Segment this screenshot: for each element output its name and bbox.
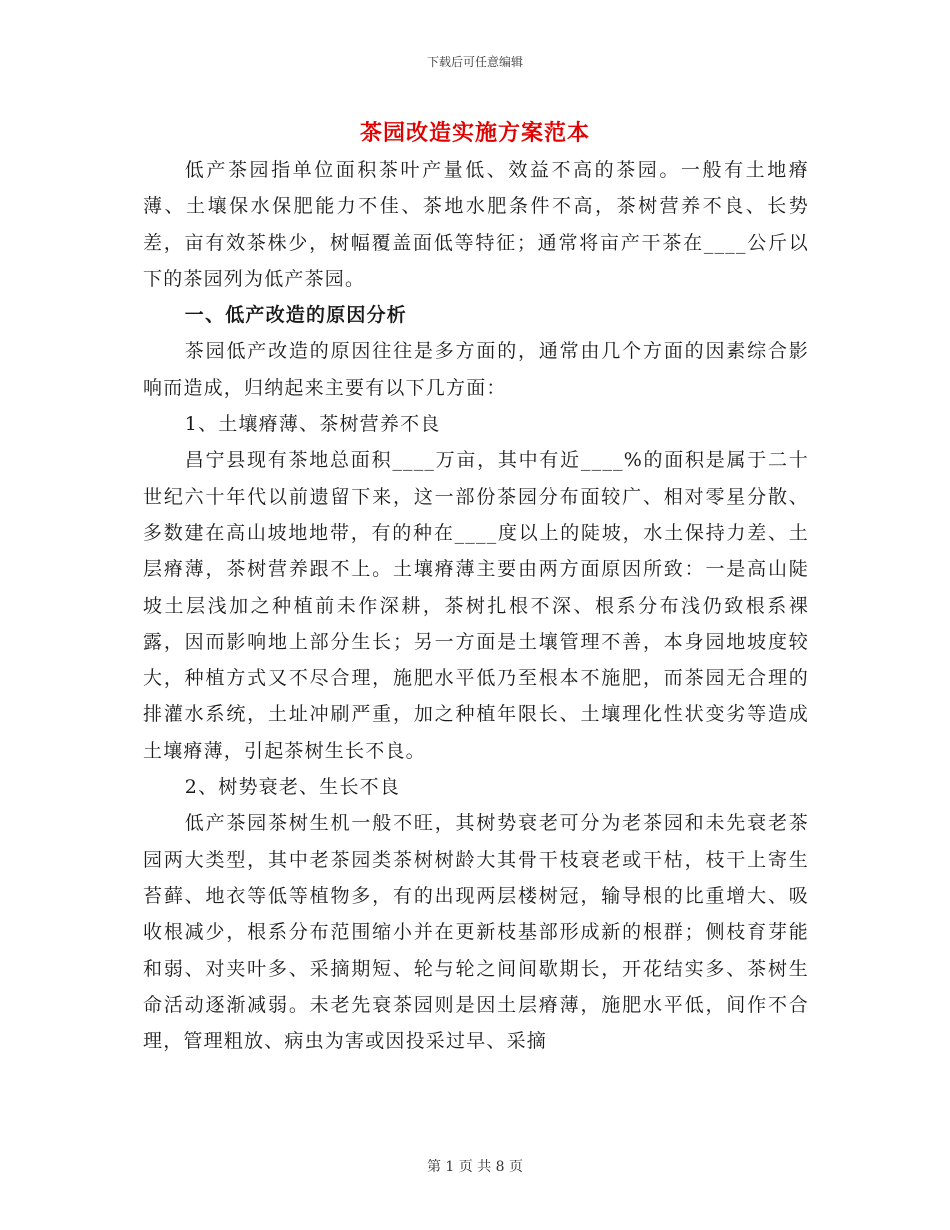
page-header-note: 下载后可任意编辑	[426, 55, 523, 69]
document-title: 茶园改造实施方案范本	[359, 120, 590, 146]
page-footer: 第 1 页 共 8 页	[426, 1159, 524, 1175]
section-heading-1: 一、低产改造的原因分析	[184, 304, 407, 327]
subheading-1: 1、土壤瘠薄、茶树营养不良	[184, 413, 441, 436]
document-body	[143, 152, 809, 1059]
paragraph-soil: 昌宁县现有茶地总面积____万亩，其中有近____%的面积是属于二十世纪六十年代以前遗留下来，这一部份茶园分布面较广、相对零星分散、多数建在高山坡地地带，有的种在____度以上的陡坡，水土保持力差、土层瘠薄，茶树营养跟不上。土壤瘠薄主要由两方面原因所致：一是高山陡坡土层浅加之种植前未作深耕，茶树扎根不深、根系分布浅仍致根系裸露，因而影响地上部分生长；另一方面是土壤管理不善，本身园地坡度较大，种植方式又不尽合理，施肥水平低乃至根本不施肥，而茶园无合理的排灌水系统，土址冲刷严重，加之种植年限长、土壤理化性状变劣等造成土壤瘠薄，引起茶树生长不良。	[143, 449, 809, 762]
paragraph-intro: 低产茶园指单位面积茶叶产量低、效益不高的茶园。一般有土地瘠薄、土壤保水保肥能力不佳、茶地水肥条件不高，茶树营养不良、长势差，亩有效茶株少，树幅覆盖面低等特征；通常将亩产干茶在____公斤以下的茶园列为低产茶园。	[143, 159, 809, 290]
subheading-2: 2、树势衰老、生长不良	[184, 776, 401, 799]
paragraph-aging: 低产茶园茶树生机一般不旺，其树势衰老可分为老茶园和未先衰老茶园两大类型，其中老茶园类茶树树龄大其骨干枝衰老或干枯，枝干上寄生苔藓、地衣等低等植物多，有的出现两层楼树冠，输导根的比重增大、吸收根减少，根系分布范围缩小并在更新枝基部形成新的根群；侧枝育芽能和弱、对夹叶多、采摘期短、轮与轮之间间歇期长，开花结实多、茶树生命活动逐渐减弱。未老先衰茶园则是因土层瘠薄，施肥水平低，间作不合理，管理粗放、病虫为害或因投采过早、采摘	[143, 812, 809, 1053]
paragraph-cause-overview: 茶园低产改造的原因往往是多方面的，通常由几个方面的因素综合影响而造成，归纳起来主要有以下几方面：	[143, 340, 809, 399]
